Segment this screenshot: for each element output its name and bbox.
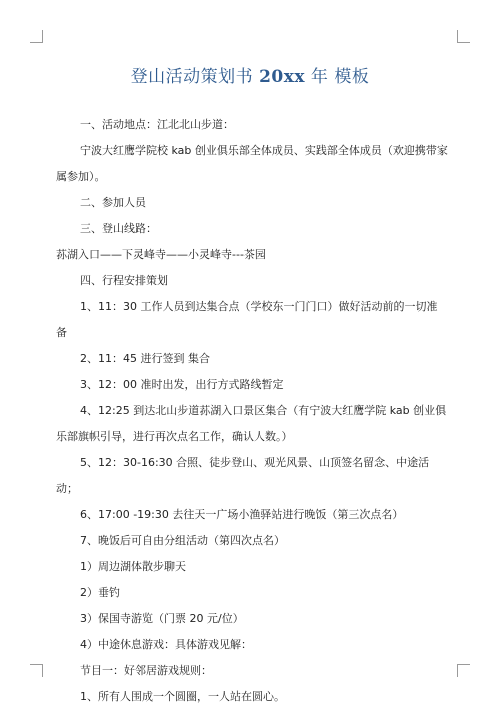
paragraph-activity-location: 一、活动地点：江北北山步道： — [80, 118, 234, 131]
paragraph-option-fishing: 2）垂钓 — [80, 586, 120, 599]
page-corner-mark-top-right — [457, 30, 470, 43]
paragraph-heading-participants: 二、参加人员 — [80, 196, 146, 209]
paragraph-schedule-item-7: 7、晚饭后可自由分组活动（第四次点名） — [80, 534, 285, 547]
title-part-year: 20xx — [259, 67, 306, 87]
paragraph-schedule-item-6: 6、17:00 -19:30 去往天一广场小渔驿站进行晚饭（第三次点名） — [80, 508, 404, 521]
paragraph-program-one: 节目一：好邻居游戏规则： — [80, 664, 212, 677]
title-part-start: 登山活动策划书 — [130, 67, 260, 87]
page-corner-mark-bottom-left — [30, 664, 43, 677]
paragraph-heading-schedule: 四、行程安排策划 — [80, 274, 168, 287]
paragraph-schedule-item-2: 2、11：45 进行签到 集合 — [80, 352, 210, 365]
paragraph-schedule-item-4: 4、12:25 到达北山步道荪湖入口景区集合（有宁波大红鹰学院 kab 创业俱乐部旗帜引导，进行再次点名工作，确认人数。） — [56, 404, 447, 443]
document-title — [0, 62, 500, 87]
paragraph-schedule-item-1: 1、11：30 工作人员到达集合点（学校东一门门口）做好活动前的一切准备 — [56, 300, 438, 339]
paragraph-schedule-item-5: 5、12：30-16:30 合照、徒步登山、观光风景、山顶签名留念、中途活动； — [56, 456, 430, 495]
paragraph-participants-detail: 宁波大红鹰学院校 kab 创业俱乐部全体成员、实践部全体成员（欢迎携带家属参加）。 — [56, 144, 448, 183]
paragraph-option-temple: 3）保国寺游览（门票 20 元/位） — [80, 612, 244, 625]
paragraph-heading-route: 三、登山线路： — [80, 222, 157, 235]
page-corner-mark-top-left — [30, 30, 43, 43]
page-corner-mark-bottom-right — [457, 664, 470, 677]
title-part-end: 年 模板 — [305, 67, 370, 87]
paragraph-schedule-item-3: 3、12：00 准时出发，出行方式路线暂定 — [80, 378, 284, 391]
paragraph-route: 荪湖入口——下灵峰寺——小灵峰寺---茶园 — [56, 248, 266, 261]
paragraph-rule-1: 1、所有人围成一个圆圈，一人站在圆心。 — [80, 690, 285, 703]
paragraph-option-walk: 1）周边湖体散步聊天 — [80, 560, 186, 573]
document-body — [56, 112, 448, 710]
paragraph-option-games: 4）中途休息游戏：具体游戏见解： — [80, 638, 252, 651]
